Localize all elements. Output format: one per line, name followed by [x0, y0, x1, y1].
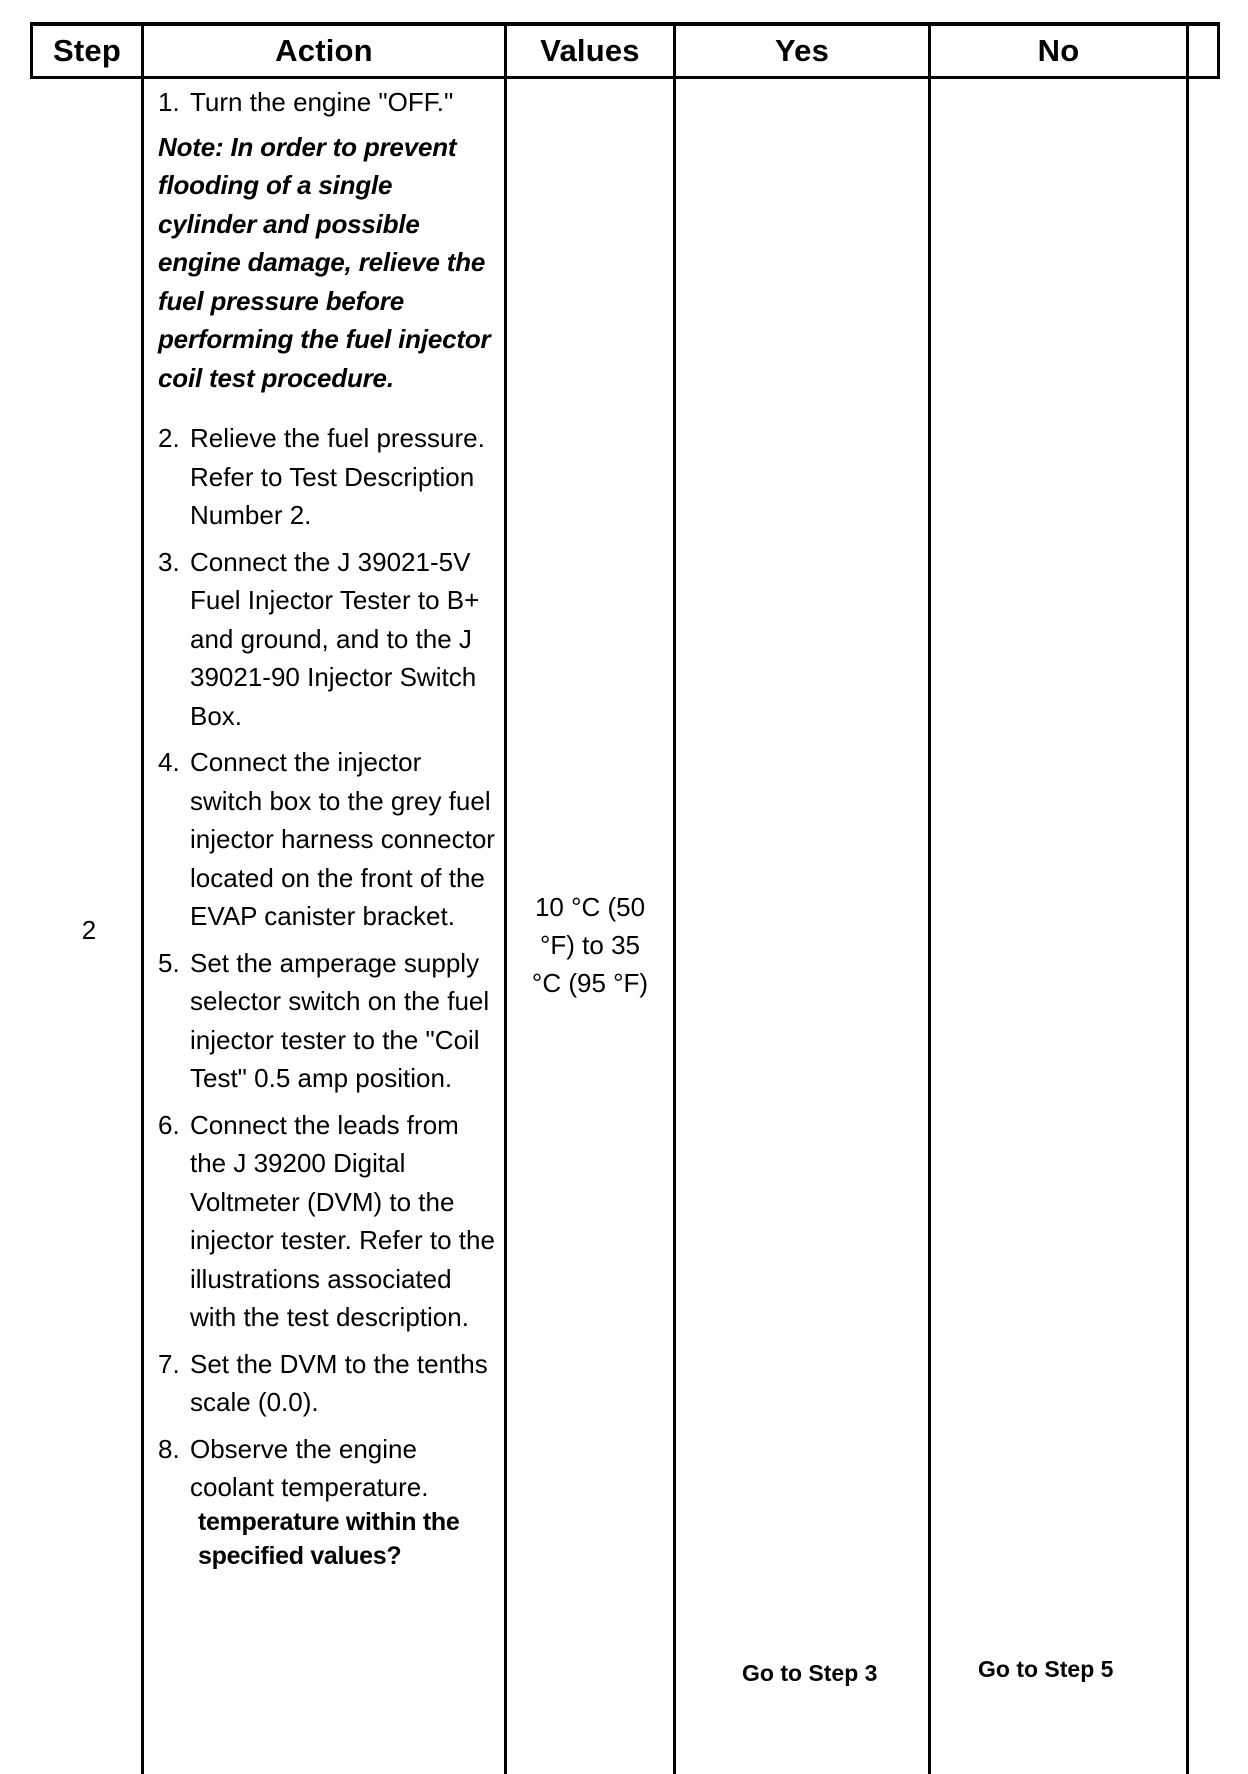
- action-step-5: [158, 944, 496, 1098]
- values-cell: 10 °C (50 °F) to 35 °C (95 °F): [531, 892, 649, 998]
- header-action: Action: [275, 33, 373, 68]
- action-step-3-text: Connect the J 39021-5V Fuel Injector Tester to B+ and ground, and to the J 39021-90 Injector Switch Box.: [190, 546, 480, 731]
- action-step-2-number: 2.: [158, 423, 180, 453]
- action-step-4: [158, 743, 496, 936]
- col-border-right: [1186, 22, 1189, 1774]
- action-step-7-number: 7.: [158, 1348, 180, 1379]
- action-step-4-text: Connect the injector switch box to the grey fuel injector harness connector located on the front of the EVAP canister bracket.: [190, 747, 495, 931]
- col-border-values-yes: [673, 22, 676, 1774]
- action-step-5-number: 5.: [158, 947, 180, 978]
- action-step-2-text: Relieve the fuel pressure. Refer to Test Description Number 2.: [190, 423, 485, 530]
- step-number: 2: [81, 915, 97, 945]
- action-step-1-text: Turn the engine "OFF.": [190, 87, 454, 117]
- caution-note: Note: In order to prevent flooding of a single cylinder and possible engine damage, relieve the fuel pressure before performing the fuel injector coil test procedure.: [158, 131, 491, 393]
- action-step-1-number: 1.: [158, 87, 180, 117]
- header-values: Values: [540, 33, 640, 68]
- action-step-6-text: Connect the leads from the J 39200 Digital Voltmeter (DVM) to the injector tester. Refer to the illustrations associated with the test description.: [190, 1109, 495, 1332]
- col-border-outer-right: [1217, 22, 1220, 79]
- col-border-step-action: [141, 22, 144, 1774]
- no-go-to-step: Go to Step 5: [978, 1656, 1114, 1682]
- action-question: temperature within the specified values?: [198, 1507, 460, 1570]
- action-step-4-number: 4.: [158, 747, 180, 777]
- col-border-yes-no: [928, 22, 931, 1774]
- header-step: Step: [53, 33, 121, 68]
- action-step-6-number: 6.: [158, 1109, 180, 1140]
- action-step-7-text: Set the DVM to the tenths scale (0.0).: [190, 1348, 488, 1417]
- action-step-1: [158, 83, 496, 122]
- header-bottom-border: [30, 76, 1220, 79]
- action-cell: [158, 83, 496, 1573]
- col-border-action-values: [504, 22, 507, 1774]
- action-step-8: [158, 1430, 496, 1507]
- action-step-7: [158, 1345, 496, 1422]
- action-step-8-number: 8.: [158, 1433, 180, 1464]
- header-no: No: [1037, 33, 1080, 68]
- action-step-8-text: Observe the engine coolant temperature.: [190, 1433, 429, 1502]
- action-step-3: [158, 543, 496, 736]
- action-step-6: [158, 1106, 496, 1337]
- action-step-3-number: 3.: [158, 546, 180, 577]
- action-step-2: [158, 419, 496, 535]
- header-yes: Yes: [774, 33, 830, 68]
- yes-go-to-step: Go to Step 3: [742, 1660, 878, 1686]
- action-step-5-text: Set the amperage supply selector switch on the fuel injector tester to the "Coil Test" 0.5 amp position.: [190, 947, 490, 1093]
